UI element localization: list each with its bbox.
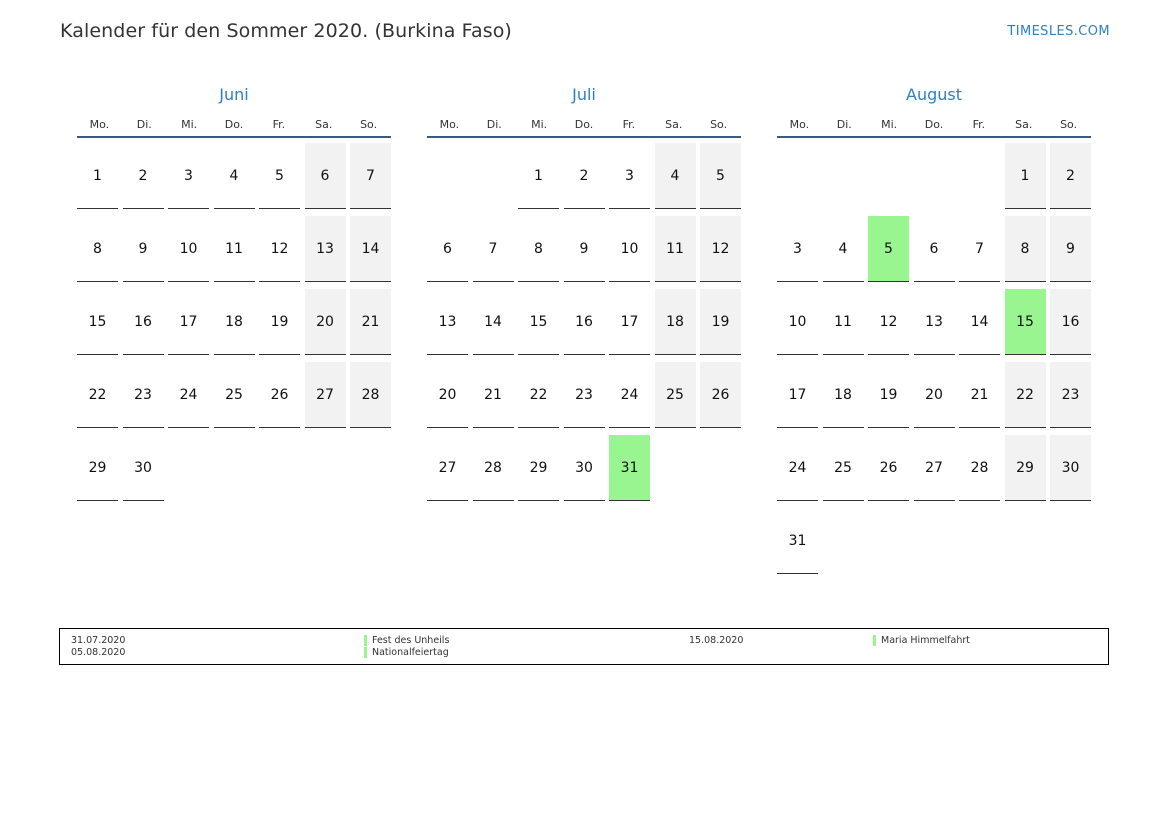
weekday-header [77,114,391,138]
holiday-legend [59,628,1109,665]
day-cell[interactable]: 4 [655,143,696,209]
holiday-day-cell[interactable]: 5 [868,216,909,282]
day-cell[interactable]: 24 [609,362,650,428]
weekday-label: Sa. [1015,118,1033,131]
day-cell[interactable]: 6 [427,216,468,282]
month-name: Juli [572,85,596,104]
day-cell[interactable]: 7 [473,216,514,282]
day-cell[interactable]: 21 [473,362,514,428]
day-cell[interactable]: 10 [609,216,650,282]
weekday-label: Mi. [531,118,548,131]
day-cell[interactable]: 14 [350,216,391,282]
holiday-day-cell[interactable]: 31 [609,435,650,501]
holiday-marker [364,647,367,658]
day-cell[interactable]: 27 [427,435,468,501]
weekday-label: So. [360,118,378,131]
day-cell[interactable]: 23 [1050,362,1091,428]
weekday-label: Mo. [789,118,810,131]
day-cell[interactable]: 17 [609,289,650,355]
month-july [427,84,741,476]
day-cell[interactable]: 26 [868,435,909,501]
day-cell[interactable]: 11 [655,216,696,282]
day-cell[interactable]: 15 [77,289,118,355]
day-cell[interactable]: 18 [655,289,696,355]
day-cell[interactable]: 1 [77,143,118,209]
weekday-label: Di. [136,118,152,131]
day-cell[interactable]: 30 [123,435,164,501]
day-cell[interactable]: 10 [777,289,818,355]
legend-date: 05.08.2020 [71,647,126,658]
legend-holiday-name: Fest des Unheils [372,635,450,646]
day-cell[interactable]: 8 [518,216,559,282]
day-cell[interactable]: 13 [914,289,955,355]
weekday-header [427,114,741,138]
day-cell[interactable]: 2 [564,143,605,209]
day-cell[interactable]: 11 [214,216,255,282]
day-cell[interactable]: 16 [564,289,605,355]
weekday-label: Do. [924,118,944,131]
day-cell[interactable]: 19 [868,362,909,428]
day-cell[interactable]: 12 [868,289,909,355]
day-cell[interactable]: 13 [427,289,468,355]
day-cell[interactable]: 9 [564,216,605,282]
day-cell[interactable]: 17 [777,362,818,428]
day-cell[interactable]: 22 [77,362,118,428]
page-title: Kalender für den Sommer 2020. (Burkina Faso) [60,20,512,42]
weekday-label: Di. [486,118,502,131]
day-cell[interactable]: 19 [259,289,300,355]
day-cell[interactable]: 16 [123,289,164,355]
site-link[interactable]: TIMESLES.COM [1007,24,1110,39]
day-cell[interactable]: 14 [959,289,1000,355]
month-august [777,84,1091,549]
day-cell[interactable]: 12 [700,216,741,282]
day-cell[interactable]: 14 [473,289,514,355]
day-cell[interactable]: 24 [777,435,818,501]
day-cell[interactable]: 3 [609,143,650,209]
holiday-marker [873,635,876,646]
day-cell[interactable]: 18 [823,362,864,428]
day-cell[interactable]: 30 [564,435,605,501]
weekday-label: Do. [574,118,594,131]
day-cell[interactable]: 16 [1050,289,1091,355]
day-cell[interactable]: 25 [823,435,864,501]
day-cell[interactable]: 23 [564,362,605,428]
day-cell[interactable]: 11 [823,289,864,355]
weekday-label: Do. [224,118,244,131]
day-cell[interactable]: 24 [168,362,209,428]
weekday-label: Mo. [89,118,110,131]
day-cell[interactable]: 21 [959,362,1000,428]
day-cell[interactable]: 23 [123,362,164,428]
weekday-label: So. [1060,118,1078,131]
day-cell[interactable]: 29 [1005,435,1046,501]
day-cell[interactable]: 6 [914,216,955,282]
legend-holiday-name: Maria Himmelfahrt [881,635,970,646]
day-cell[interactable]: 10 [168,216,209,282]
weekday-label: Fr. [622,118,636,131]
day-cell[interactable]: 7 [350,143,391,209]
day-cell[interactable]: 27 [914,435,955,501]
weekday-label: Mo. [439,118,460,131]
legend-holiday-name: Nationalfeiertag [372,647,449,658]
holiday-marker [364,635,367,646]
weekday-label: Fr. [972,118,986,131]
day-cell[interactable]: 25 [655,362,696,428]
day-cell[interactable]: 12 [259,216,300,282]
day-cell[interactable]: 22 [518,362,559,428]
day-cell[interactable]: 5 [259,143,300,209]
day-cell[interactable]: 20 [914,362,955,428]
weekday-header [777,114,1091,138]
day-cell[interactable]: 25 [214,362,255,428]
day-cell[interactable]: 8 [77,216,118,282]
day-cell[interactable]: 29 [77,435,118,501]
day-cell[interactable]: 2 [123,143,164,209]
weekday-label: Mi. [181,118,198,131]
weekday-label: Mi. [881,118,898,131]
day-cell[interactable]: 27 [305,362,346,428]
day-cell[interactable]: 6 [305,143,346,209]
month-name: August [906,85,962,104]
weekday-label: Fr. [272,118,286,131]
day-cell[interactable]: 5 [700,143,741,209]
day-cell[interactable]: 3 [168,143,209,209]
day-cell[interactable]: 3 [777,216,818,282]
holiday-day-cell[interactable]: 15 [1005,289,1046,355]
month-june [77,84,391,476]
day-cell[interactable]: 9 [1050,216,1091,282]
day-cell[interactable]: 29 [518,435,559,501]
day-cell[interactable]: 31 [777,508,818,574]
day-cell[interactable]: 28 [473,435,514,501]
day-cell[interactable]: 4 [214,143,255,209]
day-cell[interactable]: 4 [823,216,864,282]
month-name: Juni [219,85,249,104]
day-cell[interactable]: 30 [1050,435,1091,501]
legend-date: 31.07.2020 [71,635,126,646]
weekday-label: Sa. [315,118,333,131]
day-cell[interactable]: 13 [305,216,346,282]
day-cell[interactable]: 18 [214,289,255,355]
weekday-label: So. [710,118,728,131]
day-cell[interactable]: 8 [1005,216,1046,282]
day-cell[interactable]: 28 [350,362,391,428]
day-cell[interactable]: 9 [123,216,164,282]
day-cell[interactable]: 21 [350,289,391,355]
day-cell[interactable]: 7 [959,216,1000,282]
day-cell[interactable]: 26 [259,362,300,428]
day-cell[interactable]: 2 [1050,143,1091,209]
day-cell[interactable]: 22 [1005,362,1046,428]
legend-date: 15.08.2020 [689,635,744,646]
day-cell[interactable]: 17 [168,289,209,355]
day-cell[interactable]: 20 [427,362,468,428]
day-cell[interactable]: 1 [1005,143,1046,209]
day-cell[interactable]: 15 [518,289,559,355]
weekday-label: Di. [836,118,852,131]
weekday-label: Sa. [665,118,683,131]
day-cell[interactable]: 26 [700,362,741,428]
day-cell[interactable]: 28 [959,435,1000,501]
day-cell[interactable]: 1 [518,143,559,209]
day-cell[interactable]: 19 [700,289,741,355]
day-cell[interactable]: 20 [305,289,346,355]
